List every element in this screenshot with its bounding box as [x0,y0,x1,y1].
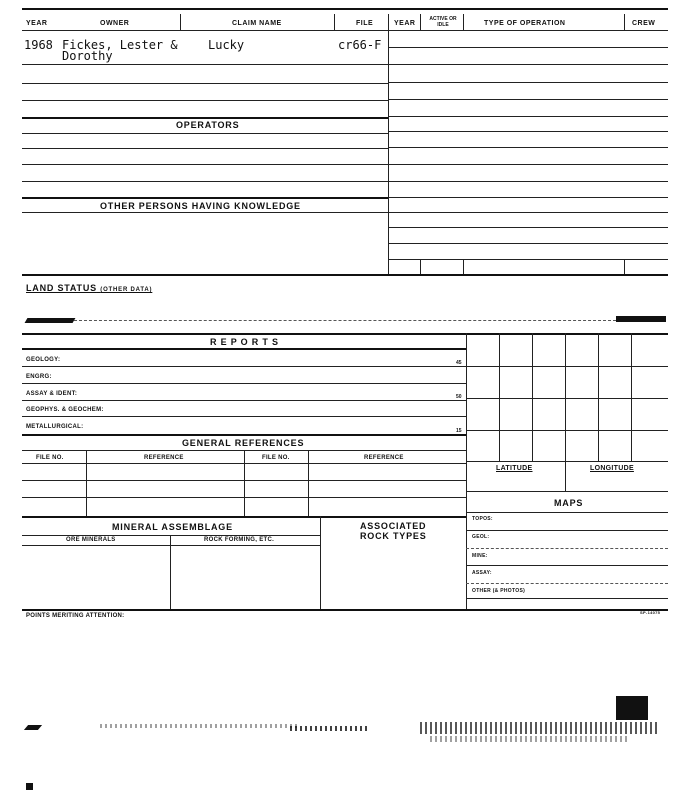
header-divider [180,14,181,30]
general-references-rule [22,434,466,436]
entry-owner-line2: Dorothy [62,49,113,63]
operators-underline [22,133,388,134]
report-label-engrg: ENGRG: [26,374,52,380]
operation-row-line [388,116,668,117]
ref-col-divider [86,450,87,516]
ore-minerals-header: ORE MINERALS [66,537,116,543]
report-label-metallurgical: METALLURGICAL: [26,424,84,430]
grid-col [631,333,632,461]
map-label-mine: MINE: [472,553,488,559]
rock-forming-header: ROCK FORMING, ETC. [204,537,275,543]
report-line [22,366,466,367]
header-year: YEAR [26,20,48,27]
scan-mark [24,725,42,730]
scan-mark [26,783,33,790]
map-line [466,598,668,599]
header-bottom-rule [22,30,668,31]
operators-row-line [22,148,388,149]
grid-col [565,333,566,491]
header-type-of-operation: TYPE OF OPERATION [484,20,566,27]
report-line [22,400,466,401]
mineral-header-underline [22,545,320,546]
report-num-assay: 50 [456,394,462,400]
report-num-geology: 45 [456,360,462,366]
other-persons-rule [22,197,388,199]
header-divider [334,14,335,30]
ref-header-reference-1: REFERENCE [144,455,184,461]
general-references-title: GENERAL REFERENCES [182,438,305,448]
other-persons-title: OTHER PERSONS HAVING KNOWLEDGE [100,201,301,211]
land-status-label: LAND STATUS [26,283,97,293]
owner-row-line [22,83,388,84]
report-line [22,416,466,417]
entry-file: cr66-F [338,38,382,52]
owner-row-line [22,100,388,101]
report-num-metallurgical: 15 [456,428,462,434]
grid-row [466,398,668,399]
operation-row-line [388,227,668,228]
map-line [466,530,668,531]
header-crew: CREW [632,20,656,27]
reports-top-rule [22,333,668,335]
operation-col-divider [624,259,625,274]
scan-mark [616,696,648,720]
reports-right-border [466,333,467,609]
scan-mark [616,316,666,322]
operation-row-line [388,197,668,198]
entry-claim-name: Lucky [208,38,245,52]
operation-row-line [388,243,668,244]
grid-row [466,461,668,462]
scan-noise [430,736,630,742]
header-divider [463,14,464,30]
operation-row-line [388,181,668,182]
owner-row-line [22,64,388,65]
header-divider [420,14,421,30]
header-divider [624,14,625,30]
maps-title-rule [466,512,668,513]
scan-noise [290,726,370,731]
map-line [466,548,668,549]
grid-row [466,430,668,431]
operators-row-line [22,181,388,182]
associated-rock-types-line2: ROCK TYPES [360,531,427,541]
operators-rule [22,117,388,119]
coords-bottom-rule [466,491,668,492]
operation-row-line [388,99,668,100]
report-label-geophys: GEOPHYS. & GEOCHEM: [26,407,104,413]
land-status-title [26,283,152,293]
upper-column-divider [388,30,389,275]
reports-title-rule [22,348,466,350]
mineral-assemblage-title: MINERAL ASSEMBLAGE [112,522,233,532]
points-meriting-attention: POINTS MERITING ATTENTION: [26,613,125,619]
scan-mark [25,318,76,323]
latitude-label: LATITUDE [496,465,533,472]
report-line [22,383,466,384]
ref-col-divider [308,450,309,516]
map-label-other: OTHER (& PHOTOS) [472,588,526,594]
header-file: FILE [356,20,374,27]
entry-year: 1968 [24,38,53,52]
operation-row-line [388,147,668,148]
land-status-sub: (OTHER DATA) [100,287,153,293]
reports-title: R E P O R T S [210,337,279,347]
ref-col-divider [244,450,245,516]
operation-row-line [388,47,668,48]
operation-row-line [388,82,668,83]
top-rule [22,8,668,10]
land-status-line [74,320,616,321]
scan-noise [100,724,300,728]
ref-header-file-no-2: FILE NO. [262,455,290,461]
grid-row [466,366,668,367]
map-label-geol: GEOL: [472,534,490,540]
header-active-or-idle: ACTIVE OR IDLE [429,16,457,28]
map-label-topos: TOPOS: [472,516,493,522]
operation-row-line [388,259,668,260]
report-label-geology: GEOLOGY: [26,357,61,363]
scan-noise [420,722,660,734]
other-persons-underline [22,212,388,213]
grid-col [499,333,500,461]
map-label-assay: ASSAY: [472,570,492,576]
grid-col [532,333,533,461]
operators-title: OPERATORS [176,120,240,130]
grid-col [598,333,599,461]
header-divider [388,14,389,30]
form-number: SP-14075 [640,610,661,615]
report-label-assay: ASSAY & IDENT: [26,391,78,397]
ref-row-line [22,463,466,464]
map-line [466,583,668,584]
mineral-col-divider [320,516,321,609]
upper-block-bottom-rule [22,274,668,276]
header-claim-name: CLAIM NAME [232,20,282,27]
ref-row-line [22,497,466,498]
mineral-subheader-rule [22,535,320,536]
operation-col-divider [420,259,421,274]
associated-rock-types-line1: ASSOCIATED [360,521,427,531]
operation-col-divider [463,259,464,274]
mineral-top-rule [22,516,466,518]
ref-header-reference-2: REFERENCE [364,455,404,461]
operation-row-line [388,212,668,213]
ref-header-file-no-1: FILE NO. [36,455,64,461]
header-owner: OWNER [100,20,130,27]
operation-row-line [388,131,668,132]
operators-row-line [22,164,388,165]
entry-owner-line1: Fickes, Lester & [62,38,178,52]
operation-row-line [388,64,668,65]
longitude-label: LONGITUDE [590,465,634,472]
ref-row-line [22,480,466,481]
mineral-bottom-rule [22,609,668,611]
map-line [466,565,668,566]
maps-title: MAPS [554,498,584,508]
mineral-col-divider [170,535,171,609]
operation-row-line [388,164,668,165]
header-year-2: YEAR [394,20,416,27]
